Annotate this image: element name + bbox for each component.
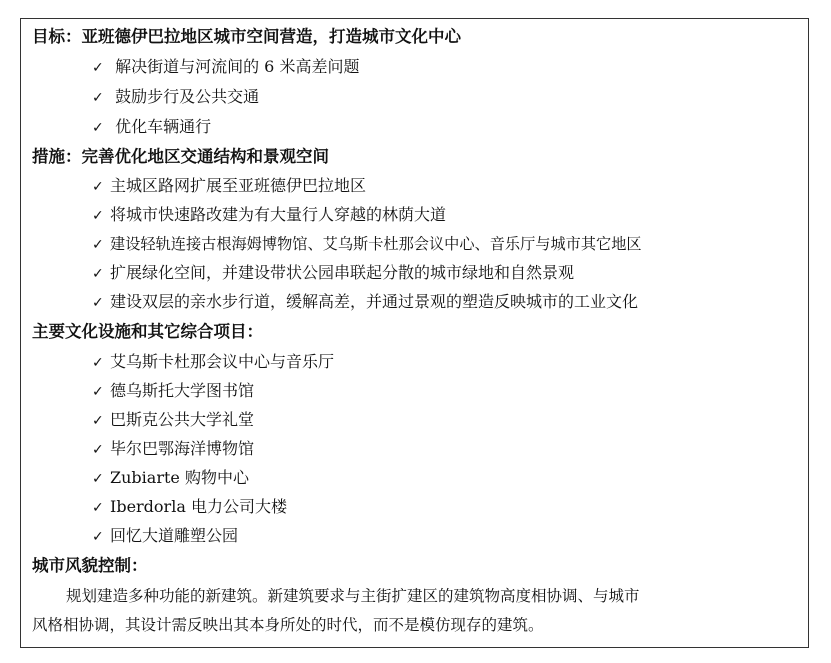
list-item: ✓ 艾乌斯卡杜那会议中心与音乐厅 bbox=[92, 352, 335, 371]
list-item: ✓ 巴斯克公共大学礼堂 bbox=[92, 410, 255, 429]
list-item: ✓ 主城区路网扩展至亚班德伊巴拉地区 bbox=[92, 176, 367, 195]
heading-style-control: 城市风貌控制： bbox=[32, 556, 148, 575]
list-item: ✓ 德乌斯托大学图书馆 bbox=[92, 381, 255, 400]
check-icon: ✓ bbox=[92, 442, 104, 458]
check-icon: ✓ bbox=[92, 179, 104, 195]
check-icon: ✓ bbox=[92, 355, 104, 371]
check-icon: ✓ bbox=[92, 384, 104, 400]
list-item: ✓ 建设轻轨连接古根海姆博物馆、艾乌斯卡杜那会议中心、音乐厅与城市其它地区 bbox=[92, 235, 642, 253]
check-icon: ✓ bbox=[92, 500, 104, 516]
heading-measures: 措施：完善优化地区交通结构和景观空间 bbox=[32, 147, 329, 166]
check-icon: ✓ bbox=[92, 237, 104, 253]
list-item: ✓ 优化车辆通行 bbox=[92, 117, 212, 136]
paragraph-line: 规划建造多种功能的新建筑。新建筑要求与主街扩建区的建筑物高度相协调、与城市 bbox=[66, 587, 640, 605]
heading-facilities: 主要文化设施和其它综合项目： bbox=[32, 322, 263, 341]
list-item: ✓ 回忆大道雕塑公园 bbox=[92, 526, 239, 545]
list-item: ✓ 将城市快速路改建为有大量行人穿越的林荫大道 bbox=[92, 205, 447, 224]
check-icon: ✓ bbox=[92, 60, 104, 76]
paragraph-line: 风格相协调，其设计需反映出其本身所处的时代，而不是模仿现存的建筑。 bbox=[32, 616, 544, 634]
list-item: ✓ Iberdorla 电力公司大楼 bbox=[92, 497, 287, 516]
list-item: ✓ 毕尔巴鄂海洋博物馆 bbox=[92, 439, 255, 458]
check-icon: ✓ bbox=[92, 120, 104, 136]
check-icon: ✓ bbox=[92, 529, 104, 545]
check-icon: ✓ bbox=[92, 295, 104, 311]
list-item: ✓ 鼓励步行及公共交通 bbox=[92, 87, 260, 106]
list-item: ✓ 建设双层的亲水步行道，缓解高差，并通过景观的塑造反映城市的工业文化 bbox=[92, 292, 639, 311]
heading-goal: 目标：亚班德伊巴拉地区城市空间营造，打造城市文化中心 bbox=[32, 27, 461, 46]
check-icon: ✓ bbox=[92, 471, 104, 487]
check-icon: ✓ bbox=[92, 413, 104, 429]
list-item: ✓ Zubiarte 购物中心 bbox=[92, 468, 249, 487]
check-icon: ✓ bbox=[92, 266, 104, 282]
list-item: ✓ 解决街道与河流间的 6 米高差问题 bbox=[92, 57, 360, 76]
check-icon: ✓ bbox=[92, 208, 104, 224]
list-item: ✓ 扩展绿化空间，并建设带状公园串联起分散的城市绿地和自然景观 bbox=[92, 263, 575, 282]
check-icon: ✓ bbox=[92, 90, 104, 106]
